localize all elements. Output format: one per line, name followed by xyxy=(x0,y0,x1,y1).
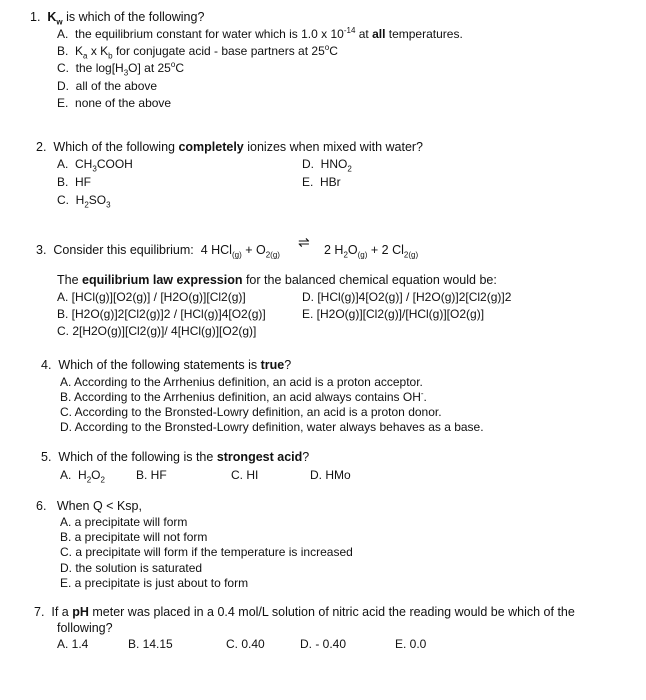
q3-option-c: C. 2[H2O(g)][Cl2(g)]/ 4[HCl(g)][O2(g)] xyxy=(57,324,257,338)
equilibrium-arrow-icon: ⇌ xyxy=(298,234,310,250)
q2-option-b: B. HF xyxy=(57,175,92,189)
q4-option-a: A. According to the Arrhenius definition, an acid is a proton acceptor. xyxy=(60,375,423,389)
q1-option-a: A. the equilibrium constant for water which is 1.0 x $10^{-14}$ at all temperatures. xyxy=(57,26,463,41)
q5-option-c: C. HI xyxy=(231,468,259,482)
q3-option-d: D. [HCl(g)]4[O2(g)] / [H2O(g)]2[Cl2(g)]2 xyxy=(302,290,512,304)
q3-eq-right: 2 $H_2O_{(g)} + 2$ $Cl_{2(g)}$ xyxy=(324,243,419,260)
q1-option-b: B. $K_a$ x $K_b$ for conjugate acid - base partners at 25$^o$C xyxy=(57,43,338,61)
q2-option-a: A. $CH_3COOH$ xyxy=(57,157,133,174)
q6-option-b: B. a precipitate will not form xyxy=(60,530,208,544)
q3-law-text: The equilibrium law expression for the balanced chemical equation would be: xyxy=(57,273,497,287)
q1-option-d: D. all of the above xyxy=(57,79,158,93)
q6-option-a: A. a precipitate will form xyxy=(60,515,188,529)
q4-option-b: B. According to the Arrhenius definition, an acid always contains OH-. xyxy=(60,389,427,404)
q5-option-b: B. HF xyxy=(136,468,167,482)
q1-option-e: E. none of the above xyxy=(57,96,172,110)
q7-option-b: B. 14.15 xyxy=(128,637,173,651)
q5-option-a: A. $H_2O_2$ xyxy=(60,468,105,485)
q4-stem: 4. Which of the following statements is true? xyxy=(41,358,292,372)
q7-stem: 7. If a pH meter was placed in a 0.4 mol/L solution of nitric acid the reading would be which of the xyxy=(34,605,575,619)
q7-option-a: A. 1.4 xyxy=(57,637,89,651)
q6-option-c: C. a precipitate will form if the temperature is increased xyxy=(60,545,353,559)
q5-option-d: D. HMo xyxy=(310,468,351,482)
q5-stem: 5. Which of the following is the strongest acid? xyxy=(41,450,310,464)
q3-option-e: E. [H2O(g)][Cl2(g)]/[HCl(g)][O2(g)] xyxy=(302,307,485,321)
q7-option-c: C. 0.40 xyxy=(226,637,265,651)
q3-stem: 3. Consider this equilibrium: 4 $HCl_{(g)} + O_{2(g)}$ xyxy=(36,243,280,260)
q2-option-e: E. HBr xyxy=(302,175,341,189)
q1-option-c: C. the $\log[H_3O]$ at 25$^o$C xyxy=(57,60,184,78)
q3-option-a: A. [HCl(g)][O2(g)] / [H2O(g)][Cl2(g)] xyxy=(57,290,246,304)
q4-option-c: C. According to the Bronsted-Lowry definition, an acid is a proton donor. xyxy=(60,405,442,419)
q6-option-e: E. a precipitate is just about to form xyxy=(60,576,249,590)
q7-option-e: E. 0.0 xyxy=(395,637,427,651)
q4-option-d: D. According to the Bronsted-Lowry definition, water always behaves as a base. xyxy=(60,420,484,434)
q6-option-d: D. the solution is saturated xyxy=(60,561,203,575)
q2-option-d: D. $HNO_2$ xyxy=(302,157,352,174)
q3-eq-left: 4 $HCl_{(g)} + O_{2(g)}$ xyxy=(200,243,280,260)
q2-stem: 2. Which of the following completely ionizes when mixed with water? xyxy=(36,140,424,154)
q3-option-b: B. [H2O(g)]2[Cl2(g)]2 / [HCl(g)]4[O2(g)] xyxy=(57,307,266,321)
q1-stem: 1. $K_w$ is which of the following? xyxy=(30,10,205,27)
q2-option-c: C. $H_2SO_3$ xyxy=(57,193,111,210)
q6-stem: 6. When Q < Ksp, xyxy=(36,499,142,513)
q7-stem-continued: following? xyxy=(57,621,113,635)
q7-option-d: D. - 0.40 xyxy=(300,637,347,651)
